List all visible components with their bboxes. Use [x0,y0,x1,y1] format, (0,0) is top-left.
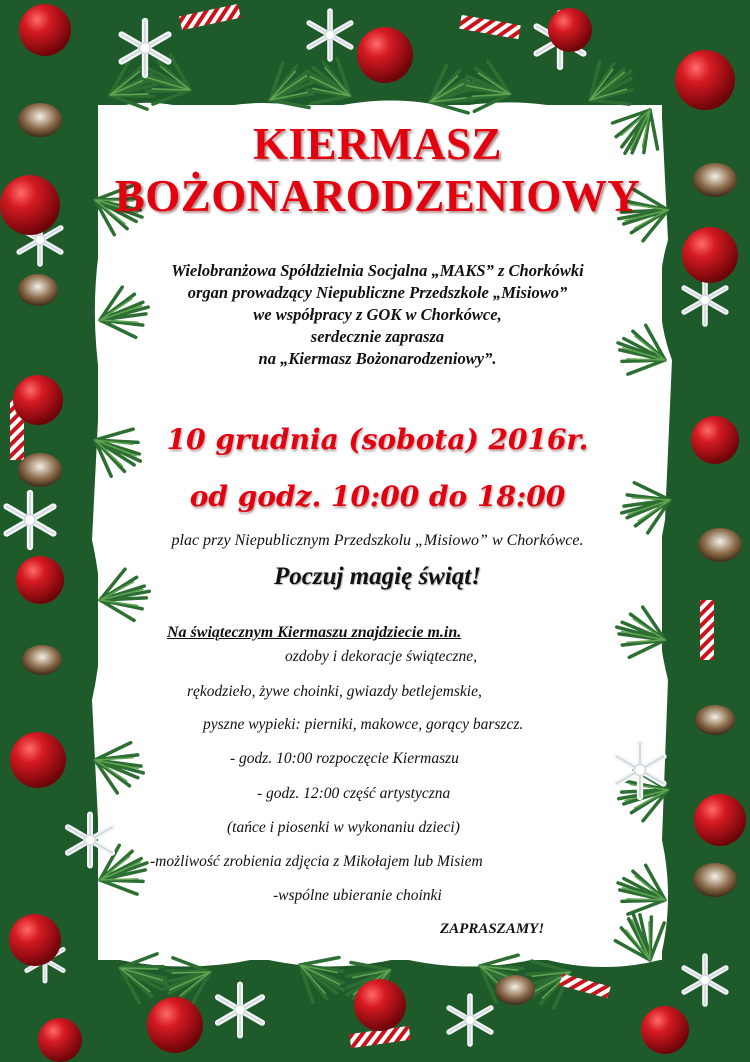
intro-line: organ prowadzący Niepubliczne Przedszkole „Misiowo” [187,283,568,302]
list-item: -wspólne ubieranie choinki [273,887,442,904]
intro-line: we współpracy z GOK w Chorkówce, [253,305,502,324]
list-item: - godz. 10:00 rozpoczęcie Kiermaszu [230,750,459,767]
slogan: Poczuj magię świąt! [274,563,481,590]
title-line-2: BOŻONARODZENIOWY [114,171,641,221]
intro-line: na „Kiermasz Bożonarodzeniowy”. [258,349,497,368]
list-heading: Na świątecznym Kiermaszu znajdziecie m.in. [167,624,462,641]
list-item: - godz. 12:00 część artystyczna [257,785,451,802]
intro-line: Wielobranżowa Spółdzielnia Socjalna „MAKS” z Chorkówki [171,261,584,280]
event-date: 10 grudnia (sobota) 2016r. [166,423,589,456]
list-item: (tańce i piosenki w wykonaniu dzieci) [227,819,460,836]
title-line-1: KIERMASZ [252,119,503,169]
list-item: pyszne wypieki: pierniki, makowce, gorący barszcz. [203,716,524,733]
list-item: ozdoby i dekoracje świąteczne, [285,648,477,665]
intro-text [95,260,660,370]
list-item: rękodzieło, żywe choinki, gwiazdy betlejemskie, [187,683,482,700]
event-time: od godz. 10:00 do 18:00 [189,480,566,513]
closing-text: ZAPRASZAMY! [440,921,545,937]
list-item: -możliwość zrobienia zdjęcia z Mikołajem lub Misiem [150,853,483,870]
poster-content [95,108,660,958]
intro-line: serdecznie zaprasza [310,327,445,346]
event-place: plac przy Niepublicznym Przedszkolu „Misiowo” w Chorkówce. [171,532,584,549]
